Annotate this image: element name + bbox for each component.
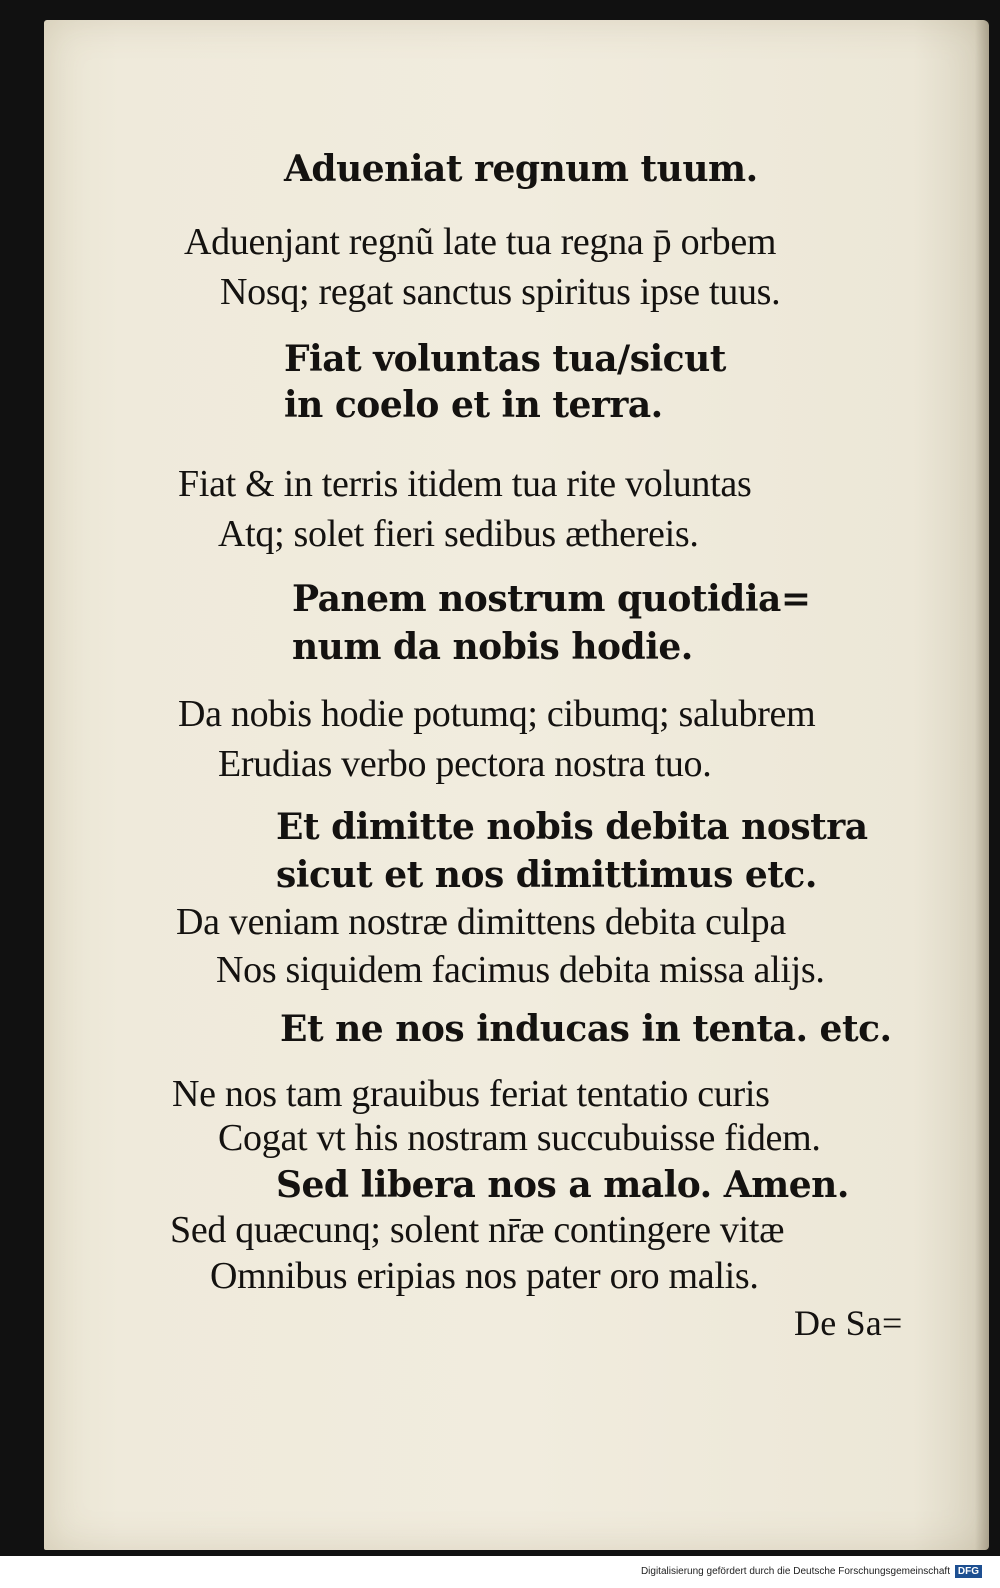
- dfg-logo: DFG: [955, 1565, 982, 1578]
- text-line: Panem nostrum quotidia=: [292, 578, 811, 620]
- book-page: [44, 20, 989, 1550]
- text-line: Nos siquidem facimus debita missa alijs.: [216, 949, 825, 991]
- text-line: Ne nos tam grauibus feriat tentatio curis: [172, 1073, 770, 1115]
- text-line: num da nobis hodie.: [292, 626, 693, 668]
- text-line: Atq; solet fieri sedibus æthereis.: [218, 513, 699, 555]
- text-line: Fiat & in terris itidem tua rite voluntas: [178, 463, 752, 505]
- text-line: Cogat vt his nostram succubuisse fidem.: [218, 1117, 821, 1159]
- text-line: Omnibus eripias nos pater oro malis.: [210, 1255, 759, 1297]
- text-line: Sed libera nos a malo. Amen.: [276, 1164, 849, 1206]
- text-line: Et dimitte nobis debita nostra: [276, 806, 868, 848]
- text-line: Fiat voluntas tua/sicut: [284, 338, 726, 380]
- page-text-block: [44, 20, 989, 1550]
- text-line: Da veniam nostræ dimittens debita culpa: [176, 901, 786, 943]
- catchword: De Sa=: [794, 1303, 903, 1343]
- text-line: Erudias verbo pectora nostra tuo.: [218, 743, 712, 785]
- text-line: Da nobis hodie potumq; cibumq; salubrem: [178, 693, 816, 735]
- funding-credit: Digitalisierung gefördert durch die Deutsche Forschungsgemeinschaft: [640, 1566, 950, 1577]
- text-line: sicut et nos dimittimus etc.: [276, 854, 817, 896]
- text-line: in coelo et in terra.: [284, 384, 663, 426]
- text-line: Sed quæcunq; solent nr̄æ contingere vitæ: [170, 1209, 785, 1251]
- text-line: Et ne nos inducas in tenta. etc.: [280, 1008, 892, 1050]
- text-line: Aduenjant regnũ late tua regna p̄ orbem: [184, 221, 777, 263]
- text-line: Nosq; regat sanctus spiritus ipse tuus.: [220, 271, 781, 313]
- text-line: Adueniat regnum tuum.: [284, 148, 758, 190]
- footer-bar: [0, 1556, 1000, 1588]
